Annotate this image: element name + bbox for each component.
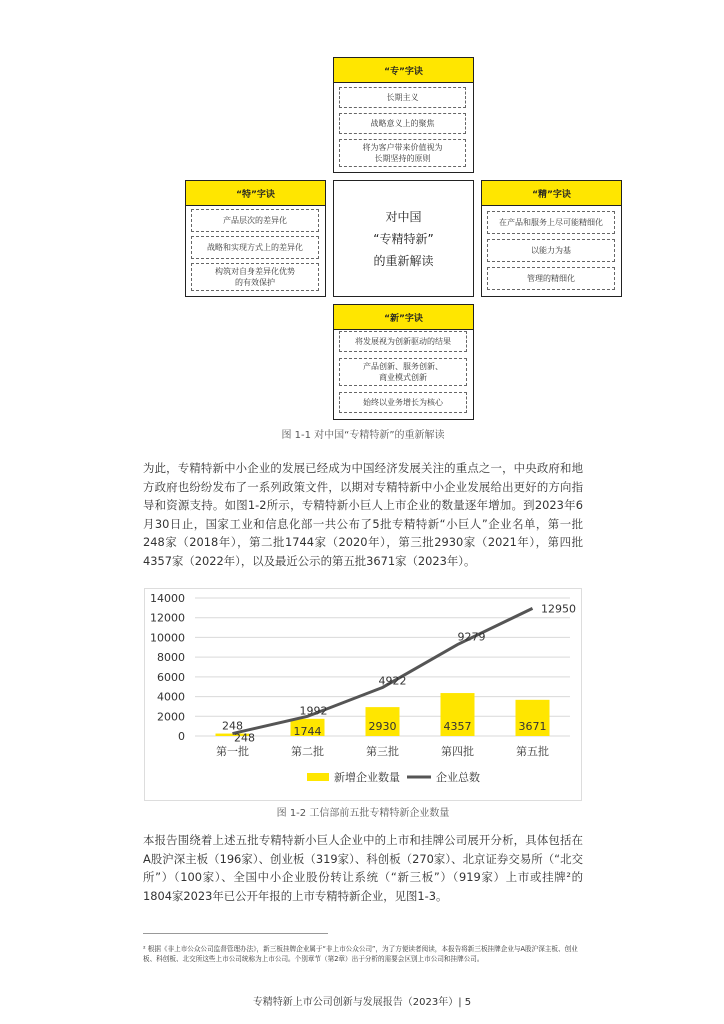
figure-1-caption: 图 1-1 对中国“专精特新”的重新解读 — [281, 430, 445, 441]
y-tick-label: 0 — [178, 730, 185, 743]
bar-value-label: 4357 — [443, 720, 472, 733]
x-tick-label: 第五批 — [516, 745, 549, 758]
x-axis-ticks — [216, 744, 549, 758]
y-tick-label: 6000 — [157, 670, 185, 684]
box-item: 构筑对自身差异化优势 的有效保护 — [191, 263, 319, 291]
line-value-label: 4922 — [378, 674, 407, 688]
line-value-label: 1992 — [299, 704, 328, 718]
box-item: 产品创新、服务创新、 商业模式创新 — [339, 358, 467, 386]
box-item: 管理的精细化 — [487, 267, 615, 290]
legend-label: 新增企业数量 — [334, 771, 400, 784]
box-item: 长期主义 — [339, 87, 466, 108]
page-footer: 专精特新上市公司创新与发展报告（2023年）| 5 — [252, 997, 472, 1008]
box-title-xin: “新”字诀 — [334, 305, 473, 330]
box-title-te: “特”字诀 — [186, 181, 325, 206]
x-tick-label: 第四批 — [441, 745, 474, 758]
footnote: ² 根据《非上市公众公司监督管理办法》，新三板挂牌企业属于“非上市公众公司”，为了方便读者阅读，本报告将新三板挂牌企业与A股沪深主板、创业板、科创板、北交所这些上市公司统称为上市公司。个别章节（第2章）出于分析的需要会区别上市公司和挂牌公司。 — [143, 945, 578, 963]
bar-line-chart — [145, 589, 581, 800]
body-paragraph-1 — [143, 459, 583, 570]
chart-frame — [144, 588, 582, 801]
box-item: 战略意义上的聚焦 — [339, 113, 466, 134]
x-tick-label: 第一批 — [216, 745, 249, 758]
x-tick-label: 第三批 — [366, 745, 399, 758]
y-tick-label: 12000 — [150, 611, 185, 625]
center-line: 的重新解读 — [373, 253, 434, 268]
legend-label: 企业总数 — [436, 771, 480, 784]
y-tick-label: 14000 — [150, 592, 185, 605]
y-tick-label: 4000 — [157, 690, 185, 704]
box-item: 在产品和服务上尽可能精细化 — [487, 211, 615, 234]
bar-value-label: 3671 — [518, 720, 547, 733]
y-tick-label: 10000 — [150, 631, 185, 645]
bar-value-label: 2930 — [368, 720, 397, 733]
box-item: 始终以业务增长为核心 — [339, 392, 467, 413]
box-item: 将发展视为创新驱动的结果 — [339, 331, 467, 352]
y-tick-label: 2000 — [157, 710, 185, 724]
y-tick-label: 8000 — [157, 651, 185, 665]
line-value-label: 248 — [234, 731, 255, 745]
diagram-box-jing — [481, 180, 622, 297]
diagram-box-te — [185, 180, 326, 297]
x-tick-label: 第二批 — [291, 745, 324, 758]
bar-value-label: 1744 — [293, 724, 322, 738]
body-paragraph-2 — [143, 831, 583, 905]
diagram-box-xin — [333, 304, 474, 420]
footnote-divider — [143, 933, 328, 934]
box-item: 产品层次的差异化 — [191, 209, 319, 232]
center-line: “专精特新” — [373, 231, 434, 246]
center-line: 对中国 — [385, 209, 422, 224]
box-title-jing: “精”字诀 — [482, 181, 621, 206]
paragraph-text: 本报告围绕着上述五批专精特新小巨人企业中的上市和挂牌公司展开分析，具体包括在A股沪深主板（196家）、创业板（319家）、科创板（270家）、北京证券交易所（“北交所”）（100家）、全国中小企业股份转让系统（“新三板”）（919家）上市或挂牌²的1804家2023年已公开年报的上市专精特新企业，见图1-3。 — [143, 833, 583, 903]
paragraph-text: 为此，专精特新中小企业的发展已经成为中国经济发展关注的重点之一，中央政府和地方政府也纷纷发布了一系列政策文件，以期对专精特新中小企业发展给出更好的方向指导和资源支持。如图1-2所示，专精特新小巨人上市企业的数量逐年增加。到2023年6月30日止，国家工业和信息化部一共公布了5批专精特新“小巨人”企业名单，第一批248家（2018年），第二批1744家（2020年），第三批2930家（2021年），第四批4357家（2022年），以及最近公示的第五批3671家（2023年）。 — [143, 461, 583, 568]
box-item: 以能力为基 — [487, 239, 615, 262]
diagram-center — [333, 180, 474, 297]
y-axis-ticks — [150, 592, 185, 743]
figure-2-caption: 图 1-2 工信部前五批专精特新企业数量 — [276, 808, 450, 819]
bar-value-label: 248 — [222, 719, 243, 733]
line-value-label: 12950 — [541, 602, 576, 616]
legend-swatch-bar — [307, 773, 329, 781]
line-value-label: 9279 — [457, 630, 486, 644]
diagram-box-zhuan — [333, 57, 474, 173]
chart-legend — [307, 770, 480, 784]
box-item: 战略和实现方式上的差异化 — [191, 236, 319, 259]
box-title-zhuan: “专”字诀 — [334, 58, 473, 83]
box-item: 将为客户带来价值视为 长期坚持的原则 — [339, 139, 466, 167]
